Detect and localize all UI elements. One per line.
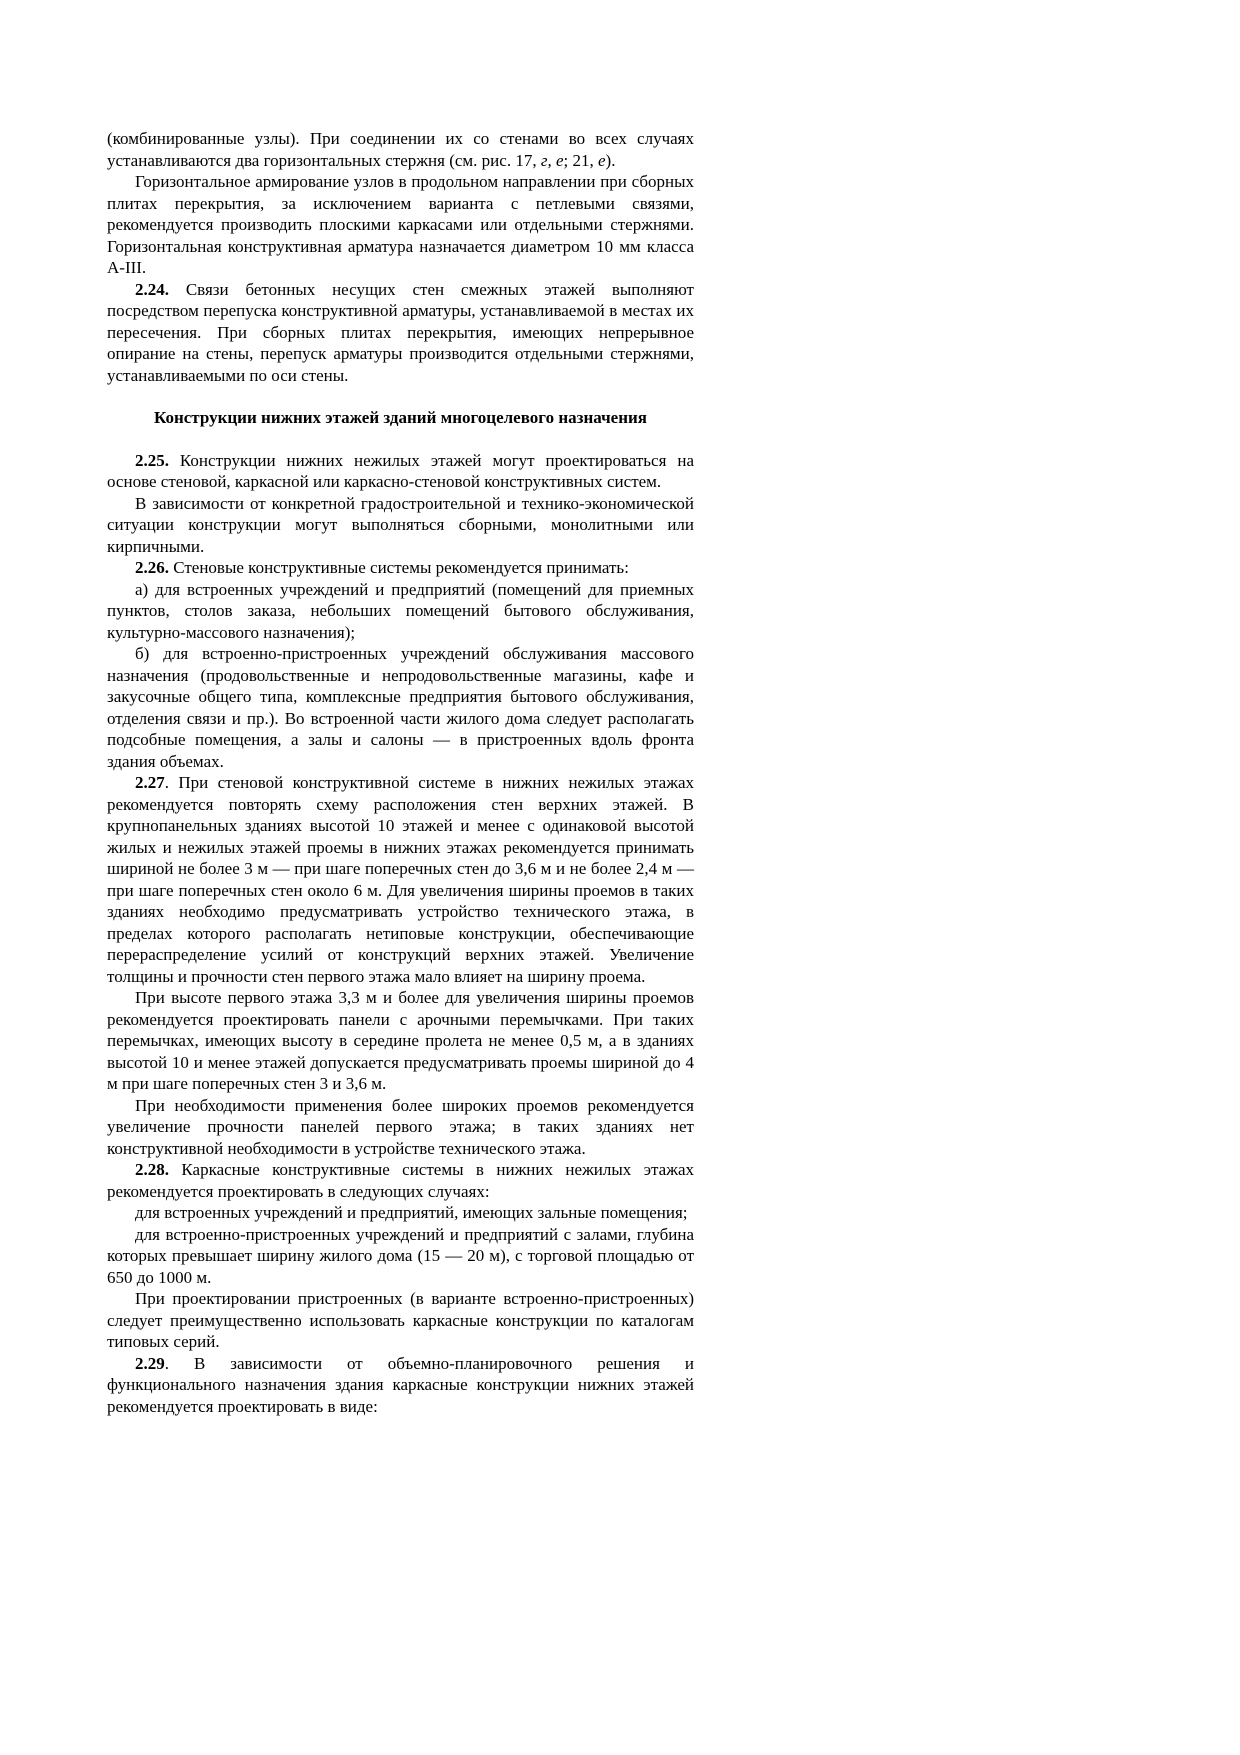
paragraph (107, 1224, 694, 1289)
text-run: . При стеновой конструктивной системе в нижних нежилых этажах рекомендуется повторять схему расположения стен верхних этажей. В крупнопанельных зданиях высотой 10 этажей и менее с одинаковой высотой жилых и нежилых этажей проемы в нижних этажах рекомендуется принимать шириной не более 3 м — при шаге поперечных стен до 3,6 м и не более 2,4 м — при шаге поперечных стен около 6 м. Для увеличения ширины проемов в таких зданиях необходимо предусматривать устройство технического этажа, в пределах которого располагать нетиповые конструкции, обеспечивающие перераспределение усилий от конструкций верхних этажей. Увеличение толщины и прочности стен первого этажа мало влияет на ширину проема. (107, 773, 694, 986)
bold-run: 2.29 (135, 1353, 165, 1373)
document-text-column (107, 128, 694, 1417)
text-run: б) для встроенно-пристроенных учреждений обслуживания массового назначения (продовольственные и непродовольственные магазины, кафе и закусочные общего типа, комплексные предприятия бытового обслуживания, отделения связи и пр.). Во встроенной части жилого дома следует располагать подсобные помещения, а залы и салоны — в пристроенных вдоль фронта здания объемах. (107, 644, 694, 771)
paragraph (107, 1202, 694, 1224)
bold-run: 2.26. (135, 558, 169, 577)
paragraph (107, 128, 694, 171)
bold-run: 2.28. (135, 1160, 169, 1179)
text-run: При проектировании пристроенных (в варианте встроенно-пристроенных) следует преимущественно использовать каркасные конструкции по каталогам типовых серий. (107, 1289, 694, 1351)
bold-run: 2.25. (135, 450, 169, 470)
paragraph (107, 493, 694, 558)
bold-run: 2.24. (135, 279, 169, 299)
text-run: для встроенных учреждений и предприятий, имеющих зальные помещения; (135, 1203, 688, 1222)
paragraph (107, 557, 694, 579)
paragraph (107, 171, 694, 279)
text-run: Конструкции нижних нежилых этажей могут проектироваться на основе стеновой, каркасной или каркасно-стеновой конструктивных систем. (107, 450, 694, 491)
paragraph (107, 1353, 694, 1418)
text-run: Горизонтальное армирование узлов в продольном направлении при сборных плитах перекрытия, за исключением варианта с петлевыми связями, рекомендуется производить плоскими каркасами или отдельными стержнями. Горизонтальная конструктивная арматура назначается диаметром 10 мм класса А-III. (107, 172, 694, 277)
paragraph (107, 579, 694, 644)
text-run: Связи бетонных несущих стен смежных этажей выполняют посредством перепуска конструктивной арматуры, устанавливаемой в местах их пересечения. При сборных плитах перекрытия, имеющих непрерывное опирание на стены, перепуск арматуры производится отдельными стержнями, устанавливаемыми по оси стены. (107, 279, 694, 385)
text-run: (комбинированные узлы). При соединении их со стенами во всех случаях устанавливаются два горизонтальных стержня (см. рис. 17, (107, 129, 694, 170)
paragraph (107, 987, 694, 1095)
bold-run: Конструкции нижних этажей зданий многоцелевого назначения (153, 408, 648, 427)
text-run: Каркасные конструктивные системы в нижних нежилых этажах рекомендуется проектировать в следующих случаях: (107, 1160, 694, 1201)
text-run: Стеновые конструктивные системы рекомендуется принимать: (169, 558, 629, 577)
paragraph (107, 643, 694, 772)
paragraph (107, 450, 694, 493)
section-heading (107, 407, 694, 429)
paragraph (107, 1288, 694, 1353)
text-run: При высоте первого этажа 3,3 м и более для увеличения ширины проемов рекомендуется проектировать панели с арочными перемычками. При таких перемычках, имеющих высоту в середине пролета не менее 0,5 м, а в зданиях высотой 10 и менее этажей допускается предусматривать проемы шириной до 4 м при шаге поперечных стен 3 и 3,6 м. (107, 988, 694, 1093)
paragraph (107, 1095, 694, 1160)
text-run: а) для встроенных учреждений и предприятий (помещений для приемных пунктов, столов заказа, небольших помещений бытового обслуживания, культурно-массового назначения); (107, 579, 694, 642)
text-run: для встроенно-пристроенных учреждений и предприятий с залами, глубина которых превышает ширину жилого дома (15 — 20 м), с торговой площадью от 650 до 1000 м. (107, 1224, 694, 1287)
bold-run: 2.27 (135, 773, 165, 792)
italic-run: е (598, 150, 606, 170)
paragraph (107, 279, 694, 387)
text-run: ; 21, (563, 150, 598, 170)
paragraph (107, 772, 694, 987)
paragraph (107, 1159, 694, 1202)
text-run: В зависимости от конкретной градостроительной и технико-экономической ситуации конструкции могут выполняться сборными, монолитными или кирпичными. (107, 493, 694, 556)
text-run: ). (605, 150, 616, 170)
text-run: При необходимости применения более широких проемов рекомендуется увеличение прочности панелей первого этажа; в таких зданиях нет конструктивной необходимости в устройстве технического этажа. (107, 1095, 694, 1158)
text-run: . В зависимости от объемно-планировочного решения и функционального назначения здания каркасные конструкции нижних этажей рекомендуется проектировать в виде: (107, 1353, 694, 1416)
italic-run: г, е (540, 150, 564, 170)
